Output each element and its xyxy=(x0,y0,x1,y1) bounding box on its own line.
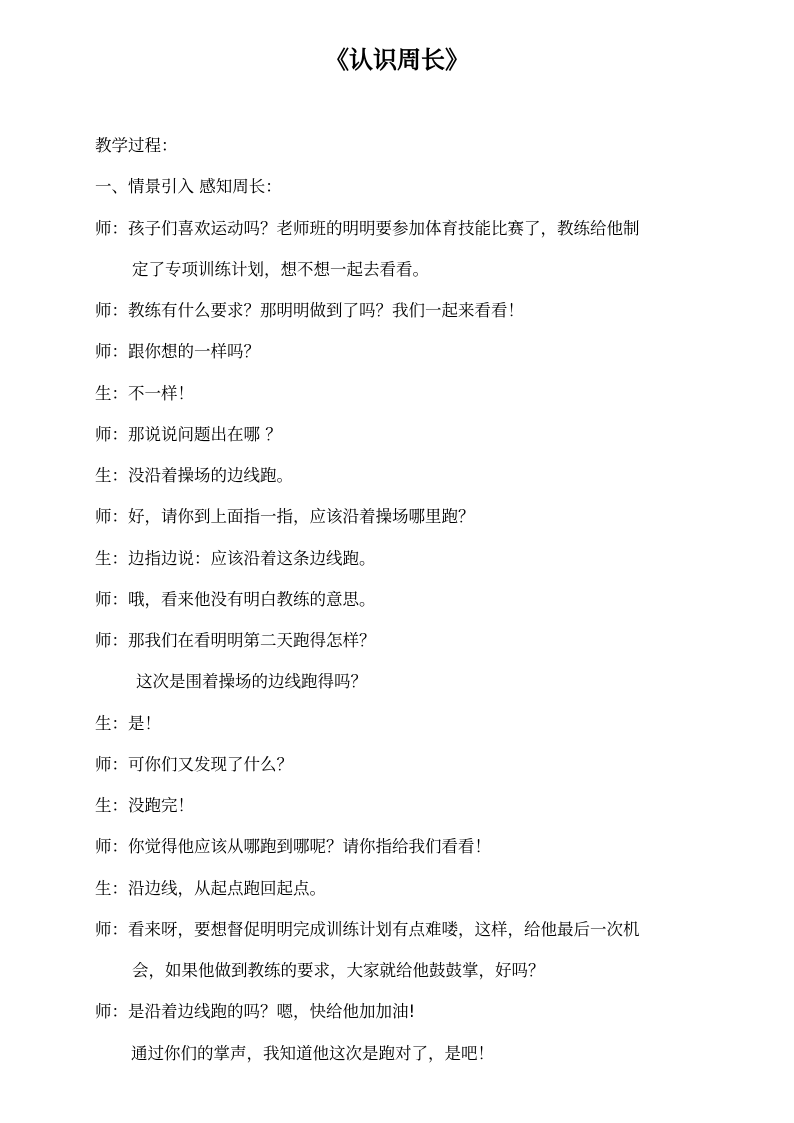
text-line: 师：那说说问题出在哪 ？ xyxy=(95,424,282,444)
text-line: 师：你觉得他应该从哪跑到哪呢？请你指给我们看看！ xyxy=(95,837,491,857)
document-body xyxy=(95,125,735,1074)
section-heading: 一、情景引入 感知周长： xyxy=(95,177,282,197)
text-line: 师：是沿着边线跑的吗？嗯，快给他加加油! xyxy=(95,1002,416,1022)
text-line: 师：哦，看来他没有明白教练的意思。 xyxy=(95,589,376,609)
text-line: 师：看来呀，要想督促明明完成训练计划有点难喽，这样，给他最后一次机 xyxy=(95,919,640,939)
text-line: 师：那我们在看明明第二天跑得怎样？ xyxy=(95,631,376,650)
text-line: 师：跟你想的一样吗？ xyxy=(95,342,260,362)
text-line-continuation: 会，如果他做到教练的要求，大家就给他鼓鼓掌，好吗？ xyxy=(132,961,545,980)
text-line: 师：教练有什么要求？那明明做到了吗？我们一起来看看！ xyxy=(95,301,524,320)
text-line: 生：是！ xyxy=(95,713,161,733)
text-line: 教学过程： xyxy=(95,136,178,155)
text-line-continuation: 这次是围着操场的边线跑得吗？ xyxy=(136,672,367,692)
text-line: 生：没沿着操场的边线跑。 xyxy=(95,466,293,485)
text-line: 生：没跑完！ xyxy=(95,796,194,815)
text-line: 师：孩子们喜欢运动吗？老师班的明明要参加体育技能比赛了，教练给他制 xyxy=(95,218,640,238)
document-title: 《认识周长》 xyxy=(325,46,469,74)
text-line: 生：沿边线，从起点跑回起点。 xyxy=(95,878,326,898)
text-line-continuation: 通过你们的掌声，我知道他这次是跑对了，是吧！ xyxy=(131,1043,494,1063)
text-line-continuation: 定了专项训练计划，想不想一起去看看。 xyxy=(132,259,429,279)
text-line: 师：可你们又发现了什么？ xyxy=(95,754,293,774)
text-line: 生：不一样！ xyxy=(95,383,194,403)
text-line: 生：边指边说：应该沿着这条边线跑。 xyxy=(95,548,376,568)
text-line: 师：好，请你到上面指一指，应该沿着操场哪里跑？ xyxy=(95,507,475,527)
